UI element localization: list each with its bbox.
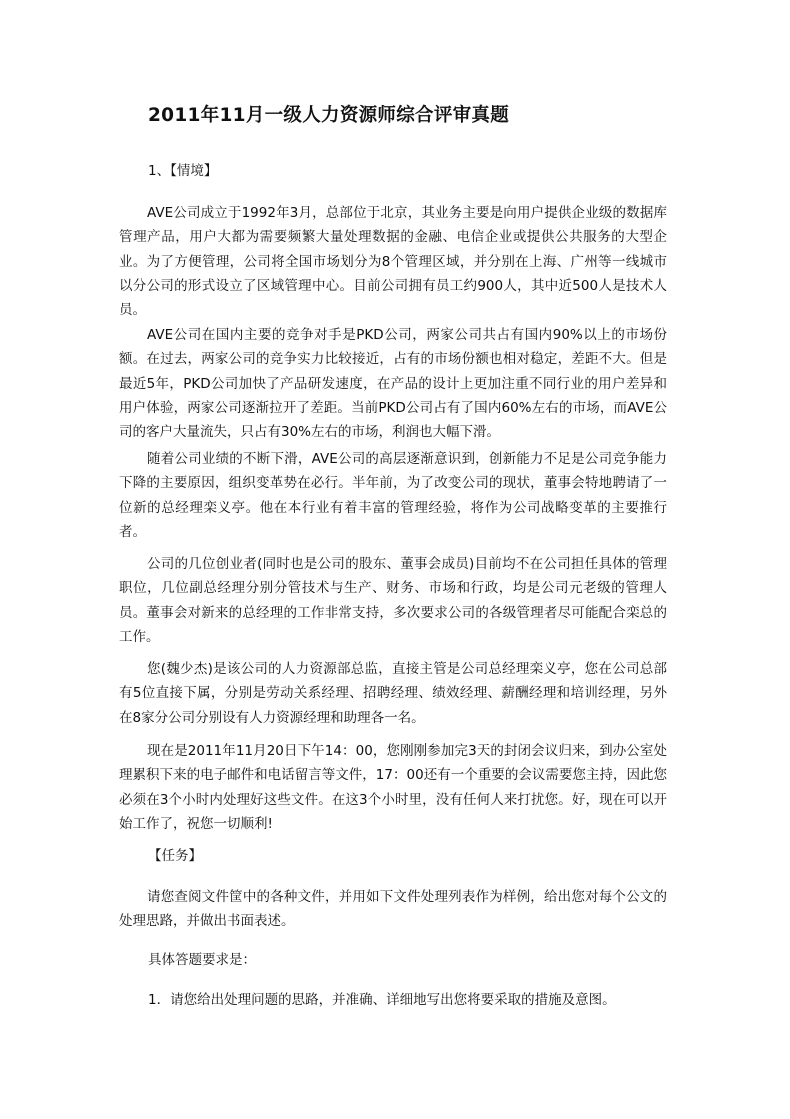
paragraph-competition: AVE公司在国内主要的竞争对手是PKD公司，两家公司共占有国内90%以上的市场份额。在过去，两家公司的竞争实力比较接近，占有的市场份额也相对稳定，差距不大。但是最近5年，PKD公司加快了产品研发速度，在产品的设计上更加注重不同行业的用户差异和用户体验，两家公司逐渐拉开了差距。当前PKD公司占有了国内60%左右的市场，而AVE公司的客户大量流失，只占有30%左右的市场，利润也大幅下滑。 [119,327,667,441]
section-heading-situation: 1、【情境】 [148,163,218,179]
paragraph-company-intro: AVE公司成立于1992年3月，总部位于北京，其业务主要是向用户提供企业级的数据库管理产品，用户大都为需要频繁大量处理数据的金融、电信企业或提供公共服务的大型企业。为了方便管理，公司将全国市场划分为8个管理区域，并分别在上海、广州等一线城市以分公司的形式设立了区域管理中心。目前公司拥有员工约900人，其中近500人是技术人员。 [119,205,667,319]
requirement-item: 1．请您给出处理问题的思路，并准确、详细地写出您将要采取的措施及意图。 [148,992,616,1008]
paragraph-reform: 随着公司业绩的不断下滑，AVE公司的高层逐渐意识到，创新能力不足是公司竞争能力下降的主要原因，组织变革势在必行。半年前，为了改变公司的现状，董事会特地聘请了一位新的总经理栾义亭。他在本行业有着丰富的管理经验，将作为公司战略变革的主要推行者。 [119,451,667,540]
requirements-heading: 具体答题要求是： [148,952,256,968]
section-heading-task: 【任务】 [148,848,202,864]
paragraph-schedule: 现在是2011年11月20日下午14：00，您刚刚参加完3天的封闭会议归来，到办公室处理累积下来的电子邮件和电话留言等文件，17：00还有一个重要的会议需要您主持，因此您必须在3个小时内处理好这些文件。在这3个小时里，没有任何人来打扰您。好，现在可以开始工作了，祝您一切顺利! [119,743,667,832]
paragraph-role: 您(魏少杰)是该公司的人力资源部总监，直接主管是公司总经理栾义亭，您在公司总部有5位直接下属，分别是劳动关系经理、招聘经理、绩效经理、薪酬经理和培训经理，另外在8家分公司分别设有人力资源经理和助理各一名。 [119,661,667,726]
paragraph-task: 请您查阅文件筐中的各种文件，并用如下文件处理列表作为样例，给出您对每个公文的处理思路，并做出书面表述。 [119,889,667,930]
paragraph-founders: 公司的几位创业者(同时也是公司的股东、董事会成员)目前均不在公司担任具体的管理职位，几位副总经理分别分管技术与生产、财务、市场和行政，均是公司元老级的管理人员。董事会对新来的总经理的工作非常支持，多次要求公司的各级管理者尽可能配合栾总的工作。 [119,556,667,645]
document-title: 2011年11月一级人力资源师综合评审真题 [148,105,510,126]
